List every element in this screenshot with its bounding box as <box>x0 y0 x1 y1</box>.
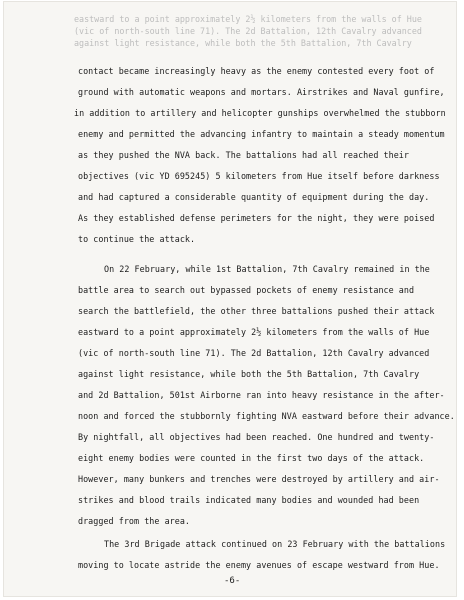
faded-header-line: eastward to a point approximately 2½ kilometers from the walls of Hue <box>74 14 422 24</box>
body-line: objectives (vic YD 695245) 5 kilometers from Hue itself before darkness <box>78 171 440 181</box>
body-line: and 2d Battalion, 501st Airborne ran into heavy resistance in the after- <box>78 390 445 400</box>
body-line: eight enemy bodies were counted in the first two days of the attack. <box>78 453 425 463</box>
body-line: By nightfall, all objectives had been reached. One hundred and twenty- <box>78 432 435 442</box>
body-line: as they pushed the NVA back. The battalions had all reached their <box>78 150 409 160</box>
faded-header-line: (vic of north-south line 71). The 2d Battalion, 12th Cavalry advanced <box>74 26 422 36</box>
body-line: search the battlefield, the other three battalions pushed their attack <box>78 306 435 316</box>
body-line: However, many bunkers and trenches were destroyed by artillery and air- <box>78 474 440 484</box>
body-line: battle area to search out bypassed pockets of enemy resistance and <box>78 285 415 295</box>
body-line: to continue the attack. <box>78 234 196 244</box>
body-line: eastward to a point approximately 2½ kilometers from the walls of Hue <box>78 327 430 337</box>
body-line: and had captured a considerable quantity of equipment during the day. <box>78 192 430 202</box>
body-line: in addition to artillery and helicopter gunships overwhelmed the stubborn <box>74 108 446 118</box>
body-line: moving to locate astride the enemy avenues of escape westward from Hue. <box>78 560 440 570</box>
body-line: The 3rd Brigade attack continued on 23 February with the battalions <box>104 539 446 549</box>
body-line: On 22 February, while 1st Battalion, 7th Cavalry remained in the <box>104 264 430 274</box>
faded-header-line: against light resistance, while both the 5th Battalion, 7th Cavalry <box>74 38 412 48</box>
body-line: enemy and permitted the advancing infantry to maintain a steady momentum <box>78 129 445 139</box>
body-line: (vic of north-south line 71). The 2d Battalion, 12th Cavalry advanced <box>78 348 430 358</box>
body-line: ground with automatic weapons and mortars. Airstrikes and Naval gunfire, <box>78 87 445 97</box>
body-line: against light resistance, while both the 5th Battalion, 7th Cavalry <box>78 369 420 379</box>
body-line: dragged from the area. <box>78 516 191 526</box>
body-line: As they established defense perimeters for the night, they were poised <box>78 213 435 223</box>
body-line: contact became increasingly heavy as the enemy contested every foot of <box>78 66 435 76</box>
body-line: noon and forced the stubbornly fighting NVA eastward before their advance. <box>78 411 455 421</box>
page-number: -6- <box>224 576 241 586</box>
document-page <box>4 2 456 596</box>
body-line: strikes and blood trails indicated many bodies and wounded had been <box>78 495 420 505</box>
